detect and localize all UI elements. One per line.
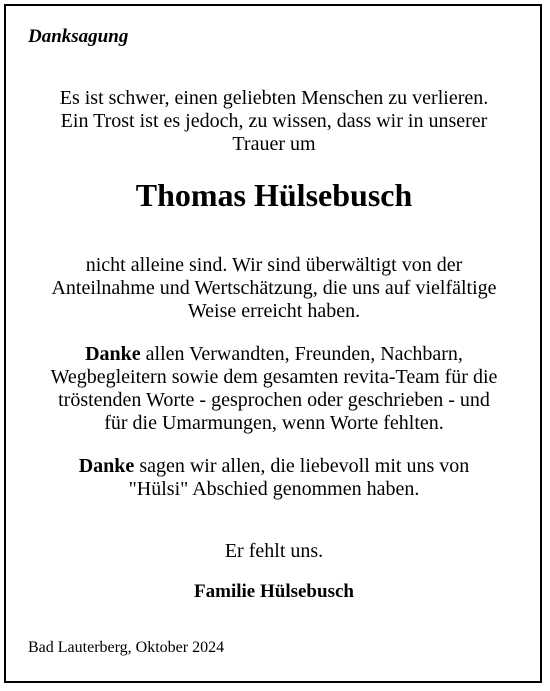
family-signature: Familie Hülsebusch (194, 581, 354, 602)
gratitude-line: Weise erreicht haben. (187, 300, 361, 322)
thanks-line: tröstenden Worte - gesprochen oder geschrieben - und (58, 389, 490, 411)
closing-text: Er fehlt uns. (224, 540, 324, 562)
intro-line: Es ist schwer, einen geliebten Menschen zu verlieren. (59, 87, 489, 109)
closing-line (10, 540, 538, 563)
thanks-paragraph-1 (10, 343, 538, 435)
gratitude-paragraph (10, 254, 538, 323)
intro-paragraph (10, 87, 538, 156)
place-date: Bad Lauterberg, Oktober 2024 (28, 639, 225, 656)
thanks-line (10, 455, 538, 478)
thanks-paragraph-2 (10, 455, 538, 501)
thanks-emphasis: Danke (85, 343, 141, 365)
gratitude-line: Anteilnahme und Wertschätzung, die uns auf vielfältige (51, 277, 497, 299)
gratitude-line: nicht alleine sind. Wir sind überwältigt von der (85, 254, 463, 276)
thanks-line: Wegbegleitern sowie dem gesamten revita-Team für die (50, 366, 498, 388)
notice-heading: Danksagung (28, 26, 129, 47)
thanks-text: sagen wir allen, die liebevoll mit uns von (134, 455, 470, 477)
thanks-text: allen Verwandten, Freunden, Nachbarn, (140, 343, 463, 365)
intro-line: Trauer um (232, 133, 316, 155)
thanks-emphasis: Danke (78, 455, 135, 477)
thanks-line: für die Umarmungen, wenn Worte fehlten. (104, 412, 444, 434)
thanks-line: "Hülsi" Abschied genommen haben. (128, 478, 420, 500)
intro-line: Ein Trost ist es jedoch, zu wissen, dass wir in unserer (60, 110, 488, 132)
deceased-name: Thomas Hülsebusch (135, 177, 413, 213)
thanks-line (10, 343, 538, 366)
